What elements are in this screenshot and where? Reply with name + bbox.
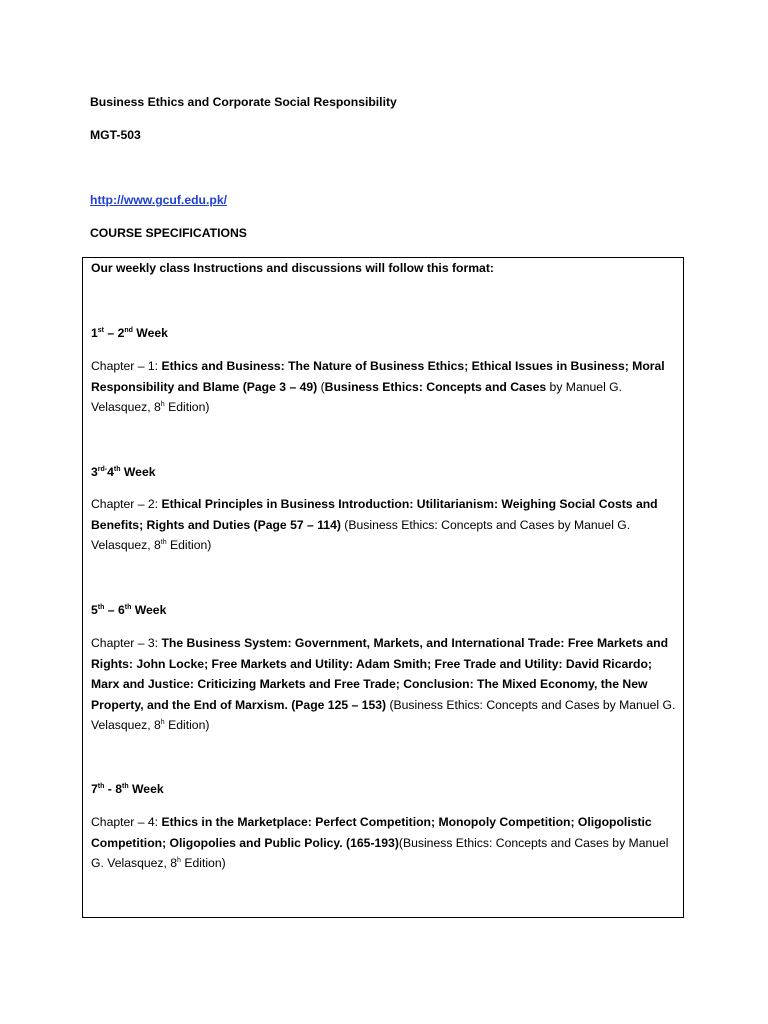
- chapter-1-description: [91, 356, 683, 418]
- week-heading-5-6: [91, 603, 166, 617]
- chapter-label: Chapter – 1:: [91, 359, 162, 373]
- week-number: 1: [91, 326, 98, 340]
- book-title: Business Ethics: Concepts and Cases: [324, 379, 547, 394]
- week-separator: -: [104, 782, 116, 796]
- week-suffix: rd-: [97, 466, 108, 473]
- week-suffix: th: [97, 604, 105, 611]
- edition-suffix: h: [160, 719, 165, 726]
- chapter-3-description: [91, 633, 683, 736]
- week-number: 2: [117, 326, 125, 340]
- chapter-topic: Ethics and Business: The Nature of Business Ethics; Ethical Issues in Business; Moral Responsibility and Blame (Page 3 – 49): [91, 359, 665, 394]
- week-number: 7: [91, 782, 98, 796]
- course-code: MGT-503: [90, 128, 141, 142]
- week-suffix: th: [124, 604, 132, 611]
- chapter-label: Chapter – 4:: [91, 815, 162, 829]
- course-title: Business Ethics and Corporate Social Responsibility: [90, 95, 397, 109]
- edition-label: Edition): [166, 538, 212, 552]
- weekly-schedule-box: [82, 257, 684, 918]
- week-suffix: th: [97, 783, 105, 790]
- week-label: Week: [132, 326, 168, 340]
- edition-label: Edition): [180, 856, 226, 870]
- week-number: 5: [91, 603, 98, 617]
- week-separator: –: [104, 603, 118, 617]
- week-number: 4: [107, 465, 114, 479]
- edition-suffix: h: [160, 401, 165, 408]
- week-suffix: nd: [124, 327, 133, 334]
- website-link[interactable]: http://www.gcuf.edu.pk/: [90, 193, 227, 207]
- chapter-topic: The Business System: Government, Markets, and International Trade: Free Markets and Rights: John Locke; Free Markets and Utility: Adam Smith; Free Trade and Utility: David Ricardo; Marx and Justice: Criticizing Markets and Free Trade; Conclusion: The Mixed Economy, the New Property, and the End of Marxism. (Page 125 – 153): [91, 636, 669, 712]
- book-reference: (Business Ethics: Concepts and Cases by Manuel G. Velasquez, 8: [91, 517, 631, 552]
- week-heading-1-2: [91, 326, 168, 340]
- chapter-topic: Ethics in the Marketplace: Perfect Competition; Monopoly Competition; Oligopolistic Competition; Oligopolies and Public Policy. (165-193): [91, 815, 652, 850]
- week-separator: –: [104, 326, 118, 340]
- week-suffix: th: [113, 466, 121, 473]
- section-heading: COURSE SPECIFICATIONS: [90, 226, 247, 240]
- week-number: 8: [115, 782, 123, 796]
- edition-suffix: th: [160, 539, 167, 546]
- edition-label: Edition): [164, 718, 210, 732]
- reference-open: (: [317, 379, 325, 394]
- chapter-label: Chapter – 2:: [91, 497, 162, 511]
- week-label: Week: [131, 603, 167, 617]
- week-heading-3-4: [91, 465, 156, 479]
- week-number: 6: [117, 603, 125, 617]
- chapter-4-description: [91, 812, 683, 874]
- week-heading-7-8: [91, 782, 164, 796]
- week-label: Week: [128, 782, 164, 796]
- chapter-2-description: [91, 494, 683, 556]
- book-reference: (Business Ethics: Concepts and Cases by Manuel G. Velasquez, 8: [91, 697, 676, 732]
- week-suffix: st: [97, 327, 105, 334]
- schedule-intro: Our weekly class Instructions and discussions will follow this format:: [91, 261, 494, 275]
- book-reference: (Business Ethics: Concepts and Cases by Manuel G. Velasquez, 8: [91, 835, 669, 870]
- website-link-row: [90, 193, 227, 207]
- week-label: Week: [120, 465, 156, 479]
- edition-label: Edition): [164, 400, 210, 414]
- chapter-label: Chapter – 3:: [91, 636, 162, 650]
- week-suffix: th: [122, 783, 129, 790]
- chapter-topic: Ethical Principles in Business Introduction: Utilitarianism: Weighing Social Costs and Benefits; Rights and Duties (Page 57 – 114): [91, 497, 658, 532]
- book-author: by Manuel G. Velasquez, 8: [91, 379, 623, 414]
- week-number: 3: [91, 465, 98, 479]
- edition-suffix: h: [177, 857, 181, 864]
